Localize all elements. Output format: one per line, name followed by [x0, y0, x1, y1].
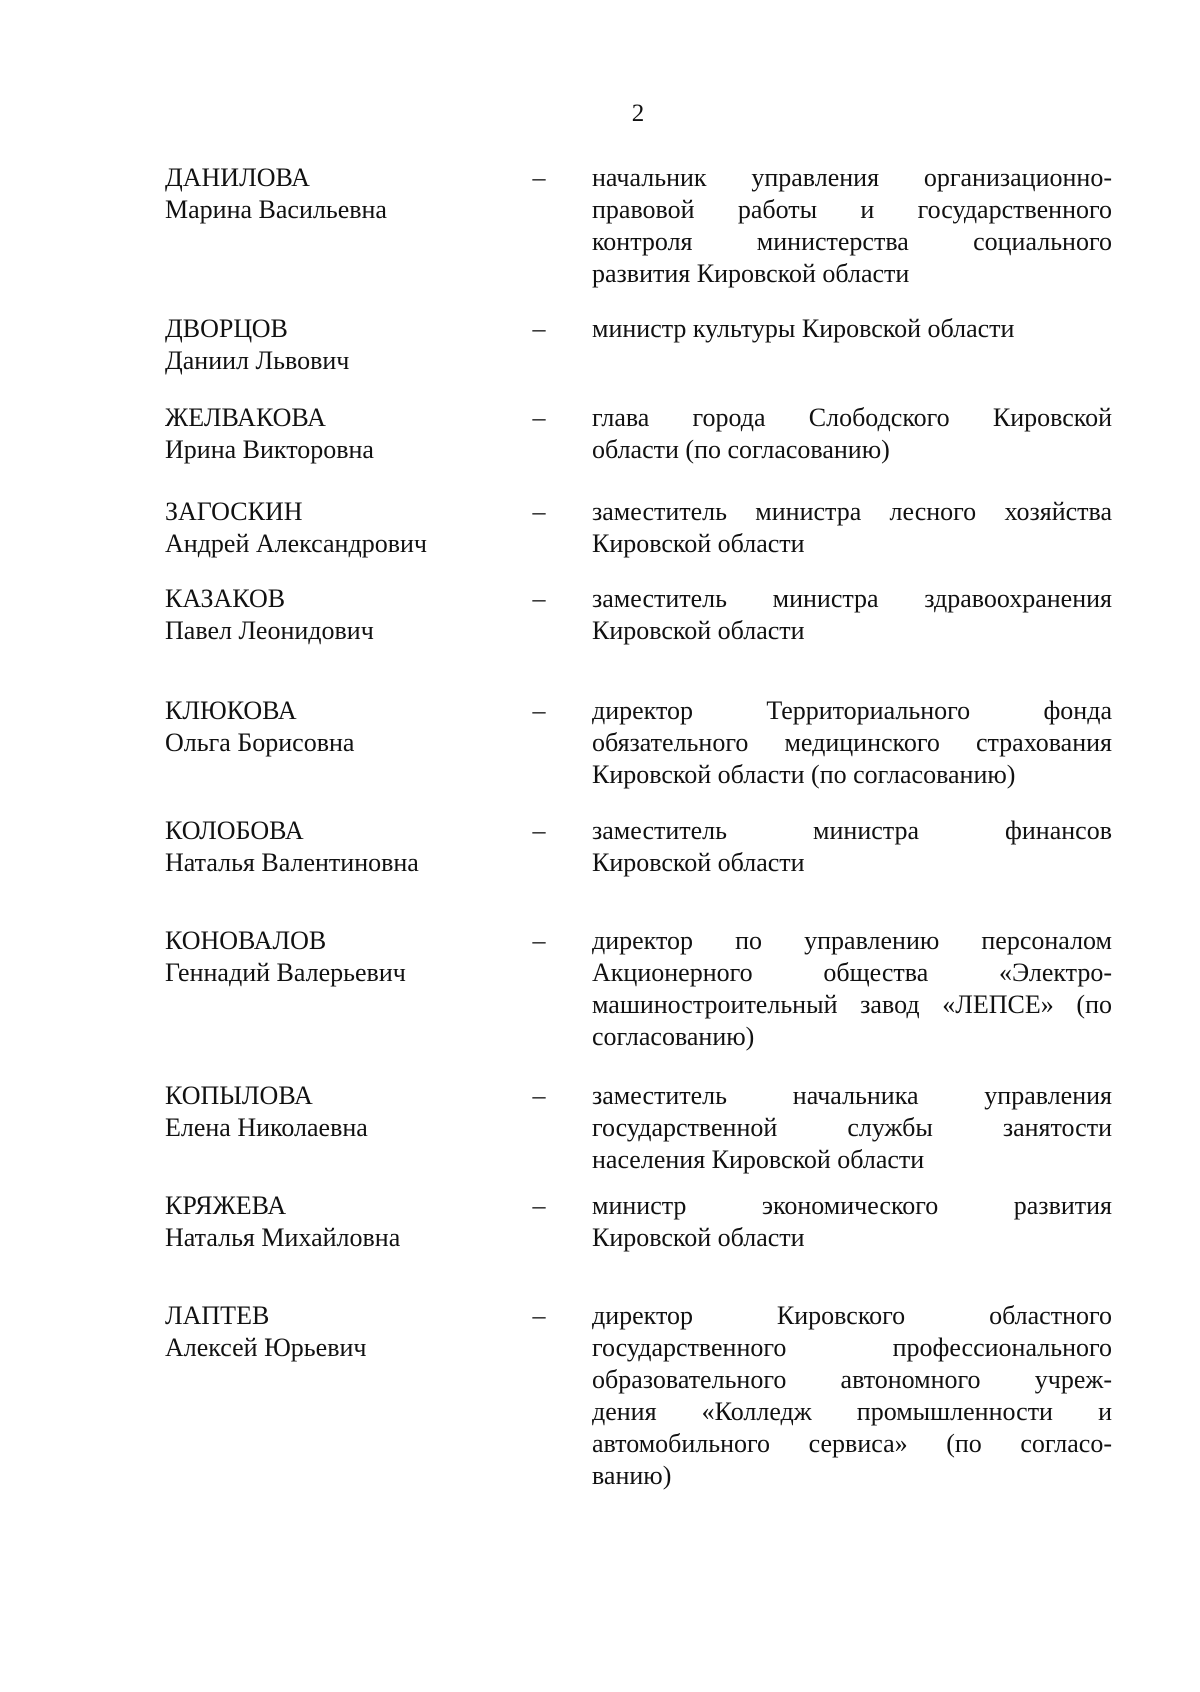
position-line: Кировской области	[592, 1223, 805, 1252]
member-position	[592, 496, 1112, 560]
member-position	[592, 925, 1112, 1053]
member-name	[165, 162, 495, 226]
dash-separator: –	[532, 163, 546, 192]
position-line: Кировской области	[592, 616, 805, 645]
position-line: государственной службы занятости	[592, 1113, 1112, 1142]
member-surname: КАЗАКОВ	[165, 584, 286, 613]
member-name	[165, 583, 495, 647]
member-surname: ЗАГОСКИН	[165, 497, 303, 526]
member-name	[165, 496, 495, 560]
position-line: Кировской области	[592, 529, 805, 558]
position-line: развития Кировской области	[592, 259, 910, 288]
position-line: министр культуры Кировской области	[592, 314, 1015, 343]
member-name	[165, 815, 495, 879]
member-position	[592, 1300, 1112, 1492]
position-line: глава города Слободского Кировской	[592, 403, 1112, 432]
position-line: области (по согласованию)	[592, 435, 890, 464]
position-line: Кировской области (по согласованию)	[592, 760, 1016, 789]
position-line: машиностроительный завод «ЛЕПСЕ» (по	[592, 990, 1112, 1019]
member-name	[165, 1300, 495, 1364]
member-given-names: Ирина Викторовна	[165, 435, 374, 464]
position-line: заместитель министра здравоохранения	[592, 584, 1112, 613]
member-surname: КЛЮКОВА	[165, 696, 297, 725]
page-number: 2	[631, 100, 645, 127]
member-given-names: Елена Николаевна	[165, 1113, 368, 1142]
position-line: образовательного автономного учреж-	[592, 1365, 1112, 1394]
member-given-names: Геннадий Валерьевич	[165, 958, 406, 987]
member-given-names: Ольга Борисовна	[165, 728, 355, 757]
member-surname: ЛАПТЕВ	[165, 1301, 270, 1330]
member-surname: ДВОРЦОВ	[165, 314, 288, 343]
position-line: Акционерного общества «Электро-	[592, 958, 1112, 987]
position-line: министр экономического развития	[592, 1191, 1112, 1220]
dash-separator: –	[532, 497, 546, 526]
member-given-names: Наталья Михайловна	[165, 1223, 401, 1252]
member-given-names: Наталья Валентиновна	[165, 848, 419, 877]
member-name	[165, 695, 495, 759]
dash-separator: –	[532, 1081, 546, 1110]
member-surname: ДАНИЛОВА	[165, 163, 310, 192]
member-surname: ЖЕЛВАКОВА	[165, 403, 326, 432]
position-line: директор по управлению персоналом	[592, 926, 1112, 955]
position-line: дения «Колледж промышленности и	[592, 1397, 1112, 1426]
position-line: начальник управления организационно-	[592, 163, 1112, 192]
position-line: правовой работы и государственного	[592, 195, 1112, 224]
member-position	[592, 583, 1112, 647]
member-given-names: Андрей Александрович	[165, 529, 427, 558]
member-name	[165, 402, 495, 466]
member-position	[592, 162, 1112, 290]
position-line: населения Кировской области	[592, 1145, 925, 1174]
dash-separator: –	[532, 696, 546, 725]
member-position	[592, 1190, 1112, 1254]
dash-separator: –	[532, 314, 546, 343]
dash-separator: –	[532, 403, 546, 432]
position-line: государственного профессионального	[592, 1333, 1112, 1362]
dash-separator: –	[532, 1191, 546, 1220]
member-name	[165, 1080, 495, 1144]
member-given-names: Павел Леонидович	[165, 616, 374, 645]
position-line: автомобильного сервиса» (по согласо-	[592, 1429, 1112, 1458]
member-name	[165, 925, 495, 989]
position-line: заместитель министра финансов	[592, 816, 1112, 845]
dash-separator: –	[532, 816, 546, 845]
member-surname: КРЯЖЕВА	[165, 1191, 287, 1220]
position-line: контроля министерства социального	[592, 227, 1112, 256]
member-surname: КОЛОБОВА	[165, 816, 304, 845]
position-line: директор Кировского областного	[592, 1301, 1112, 1330]
member-position	[592, 695, 1112, 791]
position-line: ванию)	[592, 1461, 672, 1490]
member-name	[165, 313, 495, 377]
dash-separator: –	[532, 926, 546, 955]
position-line: Кировской области	[592, 848, 805, 877]
member-given-names: Алексей Юрьевич	[165, 1333, 367, 1362]
member-position	[592, 815, 1112, 879]
member-surname: КОНОВАЛОВ	[165, 926, 327, 955]
member-given-names: Марина Васильевна	[165, 195, 387, 224]
position-line: заместитель начальника управления	[592, 1081, 1112, 1110]
dash-separator: –	[532, 1301, 546, 1330]
member-surname: КОПЫЛОВА	[165, 1081, 313, 1110]
position-line: обязательного медицинского страхования	[592, 728, 1112, 757]
member-given-names: Даниил Львович	[165, 346, 350, 375]
member-position	[592, 1080, 1112, 1176]
member-name	[165, 1190, 495, 1254]
position-line: директор Территориального фонда	[592, 696, 1112, 725]
dash-separator: –	[532, 584, 546, 613]
position-line: согласованию)	[592, 1022, 755, 1051]
member-position	[592, 313, 1112, 345]
position-line: заместитель министра лесного хозяйства	[592, 497, 1112, 526]
member-position	[592, 402, 1112, 466]
